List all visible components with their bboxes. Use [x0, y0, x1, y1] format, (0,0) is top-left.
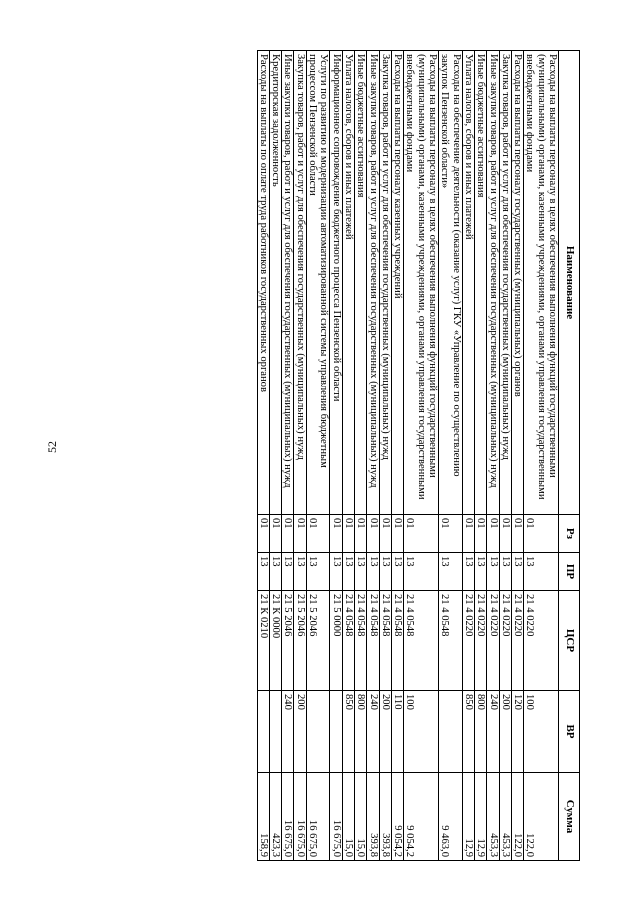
row-vr: 200: [379, 691, 391, 773]
row-pr: 13: [342, 553, 354, 591]
row-name: Иные закупки товаров, работ и услуг для обеспечения государственных (муниципальных) нужд: [282, 51, 294, 515]
row-pr: 13: [282, 553, 294, 591]
row-csr: 21 4 0548: [404, 591, 439, 691]
table-row: [404, 51, 439, 861]
row-vr: [330, 691, 342, 773]
row-name: Иные закупки товаров, работ и услуг для обеспечения государственных (муниципальных) нужд: [487, 51, 499, 515]
row-rz: 01: [404, 515, 439, 553]
row-rz: 01: [439, 515, 463, 553]
row-name: Закупка товаров, работ и услуг для обеспечения государственных (муниципальных) нужд: [379, 51, 391, 515]
row-pr: 13: [499, 553, 511, 591]
table-row: [524, 51, 559, 861]
row-pr: 13: [462, 553, 474, 591]
row-pr: 13: [391, 553, 403, 591]
page-number: 52: [45, 441, 59, 453]
row-csr: 21 К 0210: [257, 591, 269, 691]
row-pr: 13: [367, 553, 379, 591]
row-name: Уплата налогов, сборов и иных платежей: [342, 51, 354, 515]
row-pr: 13: [354, 553, 366, 591]
row-vr: 240: [487, 691, 499, 773]
row-pr: 13: [269, 553, 281, 591]
row-sum: 16 675,0: [282, 773, 294, 861]
row-rz: 01: [367, 515, 379, 553]
row-name: Иные бюджетные ассигнования: [474, 51, 486, 515]
row-pr: 13: [487, 553, 499, 591]
table-header-row: [559, 51, 580, 861]
table-row: [257, 51, 269, 861]
row-rz: 01: [257, 515, 269, 553]
row-pr: 13: [379, 553, 391, 591]
row-rz: 01: [269, 515, 281, 553]
row-vr: 240: [282, 691, 294, 773]
table-row: [391, 51, 403, 861]
table-row: [354, 51, 366, 861]
row-csr: 21 5 0000: [330, 591, 342, 691]
row-csr: 21 4 0548: [354, 591, 366, 691]
row-csr: 21 4 0220: [511, 591, 523, 691]
table-row: [367, 51, 379, 861]
row-pr: 13: [474, 553, 486, 591]
row-sum: 16 675,0: [306, 773, 330, 861]
row-vr: 110: [391, 691, 403, 773]
row-sum: 16 675,0: [330, 773, 342, 861]
row-pr: 13: [257, 553, 269, 591]
row-sum: 453,3: [499, 773, 511, 861]
row-name: Услуги по развитию и модернизации автоматизированной системы управления бюджетным процессом Пензенской области: [306, 51, 330, 515]
row-name: Расходы на выплаты персоналу в целях обеспечения выполнения функций государственными (муниципальными) органами, казенными учреждениями, органами управления государственными внебюджетными фондами: [524, 51, 559, 515]
row-csr: 21 К 0000: [269, 591, 281, 691]
row-vr: 100: [524, 691, 559, 773]
row-sum: 393,8: [379, 773, 391, 861]
row-vr: 200: [294, 691, 306, 773]
row-sum: 122,0: [511, 773, 523, 861]
table-row: [282, 51, 294, 861]
table-row: [462, 51, 474, 861]
row-csr: 21 4 0220: [524, 591, 559, 691]
row-rz: 01: [487, 515, 499, 553]
row-name: Закупка товаров, работ и услуг для обеспечения государственных (муниципальных) нужд: [294, 51, 306, 515]
table-row: [439, 51, 463, 861]
row-sum: 393,8: [367, 773, 379, 861]
row-sum: 453,3: [487, 773, 499, 861]
row-pr: 13: [524, 553, 559, 591]
row-vr: 850: [462, 691, 474, 773]
row-csr: 21 5 2046: [306, 591, 330, 691]
row-vr: 800: [474, 691, 486, 773]
row-rz: 01: [294, 515, 306, 553]
row-vr: [269, 691, 281, 773]
row-name: Иные закупки товаров, работ и услуг для обеспечения государственных (муниципальных) нужд: [367, 51, 379, 515]
row-pr: 13: [511, 553, 523, 591]
table-row: [487, 51, 499, 861]
header-pr: ПР: [559, 553, 580, 591]
row-name: Расходы на выплаты персоналу государственных (муниципальных) органов: [511, 51, 523, 515]
row-sum: 9 054,2: [404, 773, 439, 861]
row-rz: 01: [379, 515, 391, 553]
table-row: [269, 51, 281, 861]
header-vr: ВР: [559, 691, 580, 773]
row-sum: 12,9: [462, 773, 474, 861]
row-vr: 850: [342, 691, 354, 773]
row-csr: 21 4 0548: [342, 591, 354, 691]
row-pr: 13: [439, 553, 463, 591]
header-sum: Сумма: [559, 773, 580, 861]
table-row: [294, 51, 306, 861]
header-csr: ЦСР: [559, 591, 580, 691]
row-name: Закупка товаров, работ и услуг для обеспечения государственных (муниципальных) нужд: [499, 51, 511, 515]
row-csr: 21 5 2046: [294, 591, 306, 691]
row-rz: 01: [499, 515, 511, 553]
row-rz: 01: [282, 515, 294, 553]
row-sum: 122,0: [524, 773, 559, 861]
row-rz: 01: [524, 515, 559, 553]
row-csr: 21 4 0548: [379, 591, 391, 691]
row-rz: 01: [462, 515, 474, 553]
row-name: Уплата налогов, сборов и иных платежей: [462, 51, 474, 515]
row-name: Информационное сопровождение бюджетного процесса Пензенской области: [330, 51, 342, 515]
row-name: Расходы на выплаты по оплате труда работников государственных органов: [257, 51, 269, 515]
row-vr: [257, 691, 269, 773]
row-sum: 15,0: [354, 773, 366, 861]
row-rz: 01: [330, 515, 342, 553]
row-pr: 13: [294, 553, 306, 591]
row-csr: 21 4 0220: [487, 591, 499, 691]
row-vr: [306, 691, 330, 773]
budget-table: [257, 50, 580, 861]
row-sum: 9 463,0: [439, 773, 463, 861]
row-rz: 01: [342, 515, 354, 553]
row-rz: 01: [354, 515, 366, 553]
row-vr: 100: [404, 691, 439, 773]
row-rz: 01: [391, 515, 403, 553]
row-csr: 21 4 0548: [367, 591, 379, 691]
table-row: [306, 51, 330, 861]
row-vr: 800: [354, 691, 366, 773]
row-vr: 120: [511, 691, 523, 773]
row-sum: 158,9: [257, 773, 269, 861]
table-row: [474, 51, 486, 861]
rotated-page: [76, 50, 580, 860]
row-sum: 15,0: [342, 773, 354, 861]
row-pr: 13: [330, 553, 342, 591]
table-row: [499, 51, 511, 861]
row-name: Кредиторская задолженность: [269, 51, 281, 515]
row-sum: 9 054,2: [391, 773, 403, 861]
row-csr: 21 4 0548: [439, 591, 463, 691]
row-rz: 01: [306, 515, 330, 553]
row-csr: 21 4 0548: [391, 591, 403, 691]
row-csr: 21 5 2046: [282, 591, 294, 691]
row-vr: 200: [499, 691, 511, 773]
row-pr: 13: [306, 553, 330, 591]
row-rz: 01: [474, 515, 486, 553]
row-name: Иные бюджетные ассигнования: [354, 51, 366, 515]
row-vr: 240: [367, 691, 379, 773]
table-row: [511, 51, 523, 861]
table-row: [379, 51, 391, 861]
table-row: [342, 51, 354, 861]
row-sum: 423,3: [269, 773, 281, 861]
row-rz: 01: [511, 515, 523, 553]
row-csr: 21 4 0220: [462, 591, 474, 691]
row-csr: 21 4 0220: [474, 591, 486, 691]
row-sum: 12,9: [474, 773, 486, 861]
row-vr: [439, 691, 463, 773]
header-name: Наименование: [559, 51, 580, 515]
row-sum: 16 675,0: [294, 773, 306, 861]
row-name: Расходы на выплаты персоналу казенных учреждений: [391, 51, 403, 515]
row-name: Расходы на выплаты персоналу в целях обеспечения выполнения функций государственными (муниципальными) органами, казенными учреждениями, органами управления государственными внебюджетными фондами: [404, 51, 439, 515]
table-row: [330, 51, 342, 861]
row-pr: 13: [404, 553, 439, 591]
row-name: Расходы на обеспечение деятельности (оказание услуг) ГКУ «Управление по осуществлению закупок Пензенской области»: [439, 51, 463, 515]
header-rz: Рз: [559, 515, 580, 553]
row-csr: 21 4 0220: [499, 591, 511, 691]
